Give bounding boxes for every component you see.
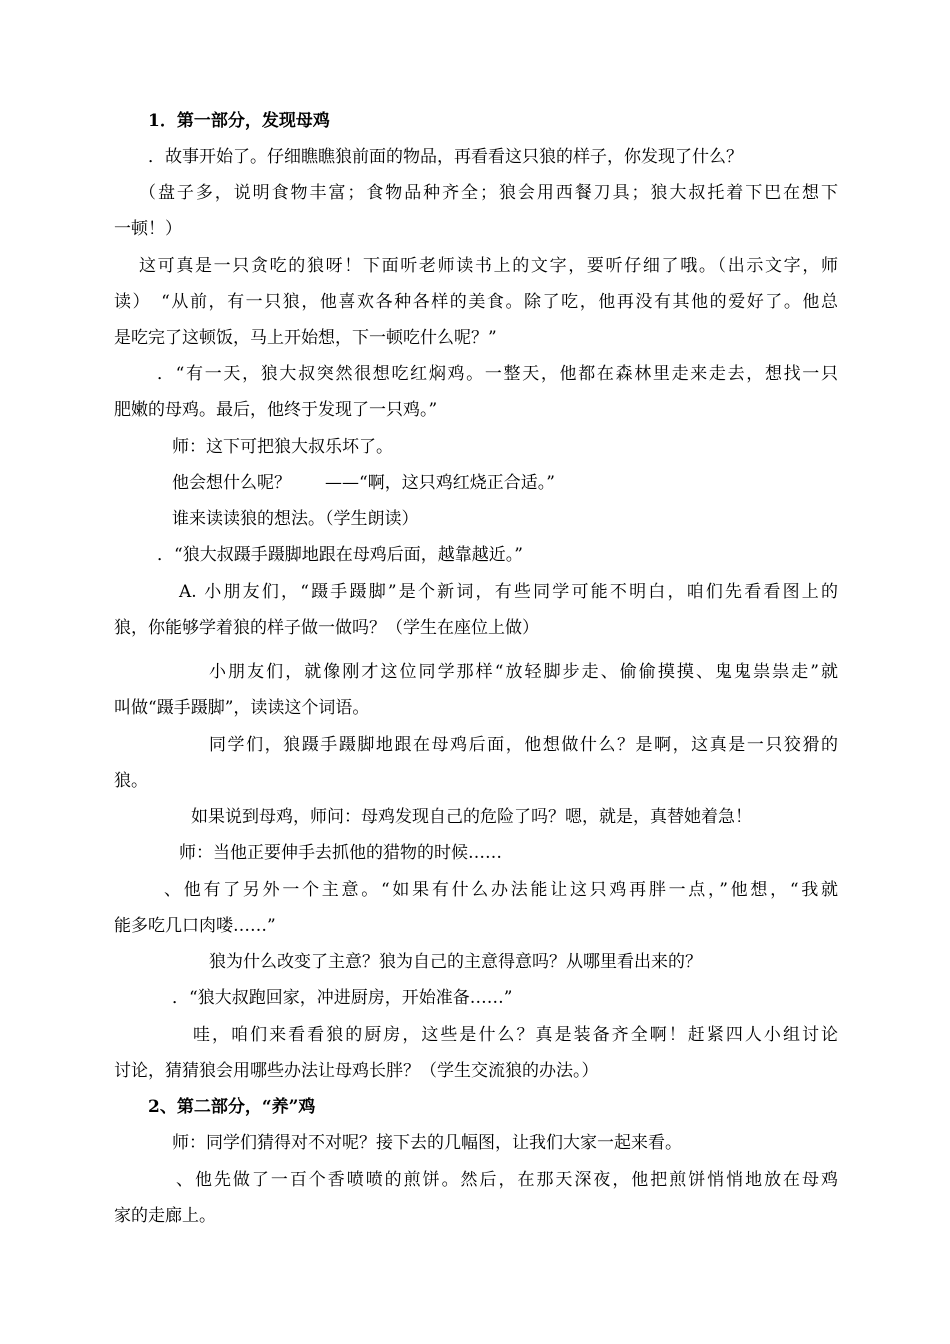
paragraph-line: 是吃完了这顿饭，马上开始想，下一顿吃什么呢？”	[114, 328, 497, 348]
paragraph-line: 哇，咱们来看看狼的厨房，这些是什么？真是装备齐全啊！赶紧四人小组讨论	[193, 1025, 838, 1045]
paragraph-line: 能多吃几口肉喽……”	[114, 916, 276, 936]
paragraph-line: 小朋友们，就像刚才这位同学那样“放轻脚步走、偷偷摸摸、鬼鬼祟祟走”就	[209, 662, 838, 682]
paragraph-line: 讨论，猜猜狼会用哪些办法让母鸡长胖？（学生交流狼的办法。）	[114, 1061, 599, 1081]
paragraph-line: 同学们，狼蹑手蹑脚地跟在母鸡后面，他想做什么？是啊，这真是一只狡猾的	[209, 735, 838, 755]
paragraph-line: 一顿！）	[114, 219, 182, 239]
paragraph-line: 家的走廊上。	[114, 1206, 216, 1226]
paragraph-line: 谁来读读狼的想法。（学生朗读）	[172, 509, 419, 529]
paragraph-line: ．故事开始了。仔细瞧瞧狼前面的物品，再看看这只狼的样子，你发现了什么？	[148, 147, 743, 167]
paragraph-line: 狼。	[114, 771, 148, 791]
paragraph-line: 这可真是一只贪吃的狼呀！下面听老师读书上的文字，要听仔细了哦。（出示文字，师	[139, 256, 838, 276]
paragraph-line: 师：同学们猜得对不对呢？接下去的几幅图，让我们大家一起来看。	[172, 1133, 682, 1153]
paragraph-line: 狼，你能够学着狼的样子做一做吗？（学生在座位上做）	[114, 618, 539, 638]
paragraph-line: 师：这下可把狼大叔乐坏了。	[172, 437, 393, 457]
paragraph-line: 、他有了另外一个主意。“如果有什么办法能让这只鸡再胖一点，”他想，“我就	[164, 880, 838, 900]
paragraph-line: 他会想什么呢？ ——“啊，这只鸡红烧正合适。”	[172, 473, 555, 493]
paragraph-line: 狼为什么改变了主意？狼为自己的主意得意吗？从哪里看出来的？	[209, 952, 702, 972]
paragraph-line: ．“有一天，狼大叔突然很想吃红焖鸡。一整天，他都在森林里走来走去，想找一只	[157, 364, 838, 384]
paragraph-line: ．“狼大叔跑回家，冲进厨房，开始准备……”	[172, 988, 513, 1008]
paragraph-line: 、他先做了一百个香喷喷的煎饼。然后，在那天深夜，他把煎饼悄悄地放在母鸡	[176, 1170, 838, 1190]
section-heading-2: 2、第二部分，“养”鸡	[148, 1097, 316, 1117]
paragraph-line: A. 小朋友们，“蹑手蹑脚”是个新词，有些同学可能不明白，咱们先看看图上的	[179, 582, 838, 602]
paragraph-line: 肥嫩的母鸡。最后，他终于发现了一只鸡。”	[114, 400, 438, 420]
paragraph-line: 师：当他正要伸手去抓他的猎物的时候……	[179, 843, 502, 863]
paragraph-line: 叫做“蹑手蹑脚”，读读这个词语。	[114, 698, 370, 718]
paragraph-line: 如果说到母鸡，师问：母鸡发现自己的危险了吗？嗯，就是，真替她着急！	[191, 807, 752, 827]
section-heading-1: 1．第一部分，发现母鸡	[148, 111, 330, 131]
paragraph-line: （盘子多，说明食物丰富；食物品种齐全；狼会用西餐刀具；狼大叔托着下巴在想下	[139, 183, 838, 203]
paragraph-line: ．“狼大叔蹑手蹑脚地跟在母鸡后面，越靠越近。”	[157, 545, 523, 565]
paragraph-line: 读） “从前，有一只狼，他喜欢各种各样的美食。除了吃，他再没有其他的爱好了。他总	[114, 292, 838, 312]
